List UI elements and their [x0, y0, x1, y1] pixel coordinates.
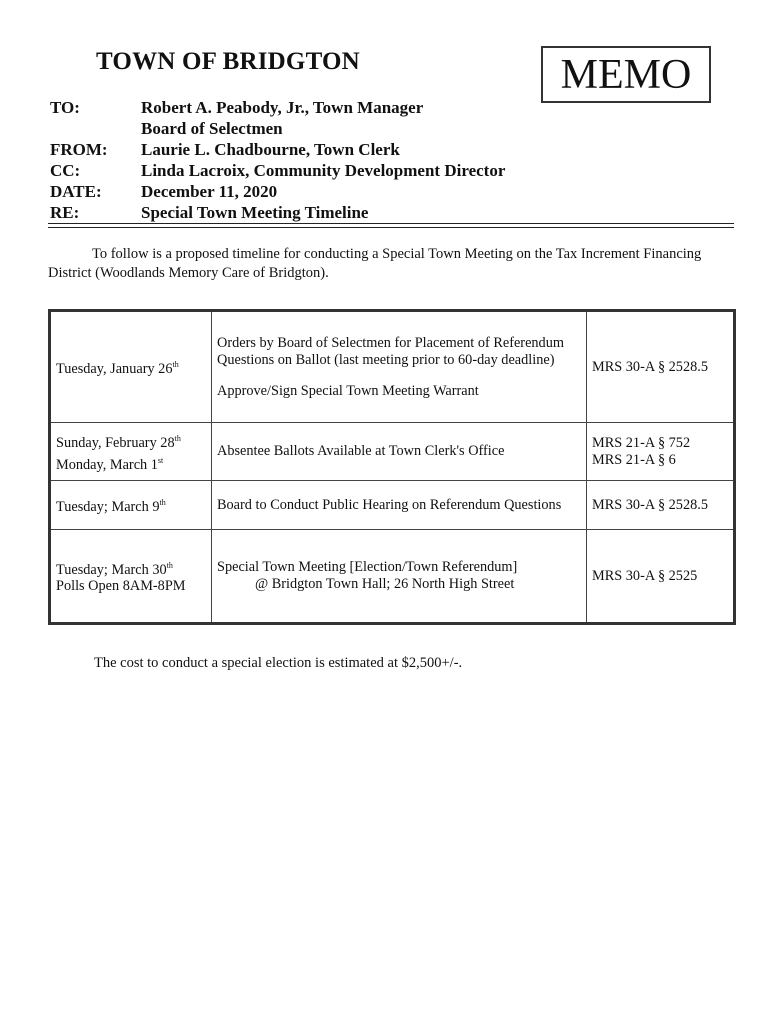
- table-row: [50, 481, 735, 530]
- date-cell: Sunday, February 28th Monday, March 1st: [50, 423, 212, 481]
- town-title: TOWN OF BRIDGTON: [96, 48, 360, 75]
- statute-cell: MRS 30-A § 2528.5: [587, 481, 735, 530]
- memo-header: [50, 97, 505, 223]
- description-cell: Absentee Ballots Available at Town Clerk's Office: [212, 423, 587, 481]
- timeline-table: [48, 309, 736, 625]
- header-row-to: [50, 97, 505, 118]
- header-label: RE:: [50, 203, 80, 222]
- header-label: FROM:: [50, 140, 108, 159]
- header-row-re: [50, 202, 505, 223]
- header-value: Linda Lacroix, Community Development Director: [141, 161, 506, 180]
- statute-cell: MRS 30-A § 2528.5: [587, 311, 735, 423]
- date-cell: Tuesday, January 26th: [50, 311, 212, 423]
- table-row: [50, 311, 735, 423]
- header-value: Special Town Meeting Timeline: [141, 203, 369, 222]
- statute-cell: MRS 21-A § 752 MRS 21-A § 6: [587, 423, 735, 481]
- intro-paragraph: To follow is a proposed timeline for conducting a Special Town Meeting on the Tax Increment Financing District (Woodlands Memory Care of Bridgton).: [48, 246, 702, 281]
- header-label: DATE:: [50, 182, 102, 201]
- statute-cell: MRS 30-A § 2525: [587, 530, 735, 624]
- table-row: [50, 530, 735, 624]
- description-cell: Special Town Meeting [Election/Town Referendum] @ Bridgton Town Hall; 26 North High Street: [212, 530, 587, 624]
- memo-label: MEMO: [541, 46, 711, 103]
- description-cell: Orders by Board of Selectmen for Placement of Referendum Questions on Ballot (last meeting prior to 60-day deadline) Approve/Sign Special Town Meeting Warrant: [212, 311, 587, 423]
- header-value: Board of Selectmen: [141, 119, 283, 138]
- table-row: [50, 423, 735, 481]
- header-divider: [48, 223, 734, 224]
- header-value: Laurie L. Chadbourne, Town Clerk: [141, 140, 400, 159]
- header-label: TO:: [50, 98, 80, 117]
- header-divider-thin: [48, 227, 734, 228]
- header-row-cc: [50, 160, 505, 181]
- cost-note: The cost to conduct a special election is estimated at $2,500+/-.: [94, 655, 463, 671]
- header-row-from: [50, 139, 505, 160]
- header-row-date: [50, 181, 505, 202]
- header-value: December 11, 2020: [141, 182, 278, 201]
- header-label: CC:: [50, 161, 81, 180]
- description-cell: Board to Conduct Public Hearing on Referendum Questions: [212, 481, 587, 530]
- header-row-to-2: [50, 118, 505, 139]
- header-value: Robert A. Peabody, Jr., Town Manager: [141, 98, 424, 117]
- date-cell: Tuesday; March 9th: [50, 481, 212, 530]
- date-cell: Tuesday; March 30th Polls Open 8AM-8PM: [50, 530, 212, 624]
- header-label: [50, 118, 141, 139]
